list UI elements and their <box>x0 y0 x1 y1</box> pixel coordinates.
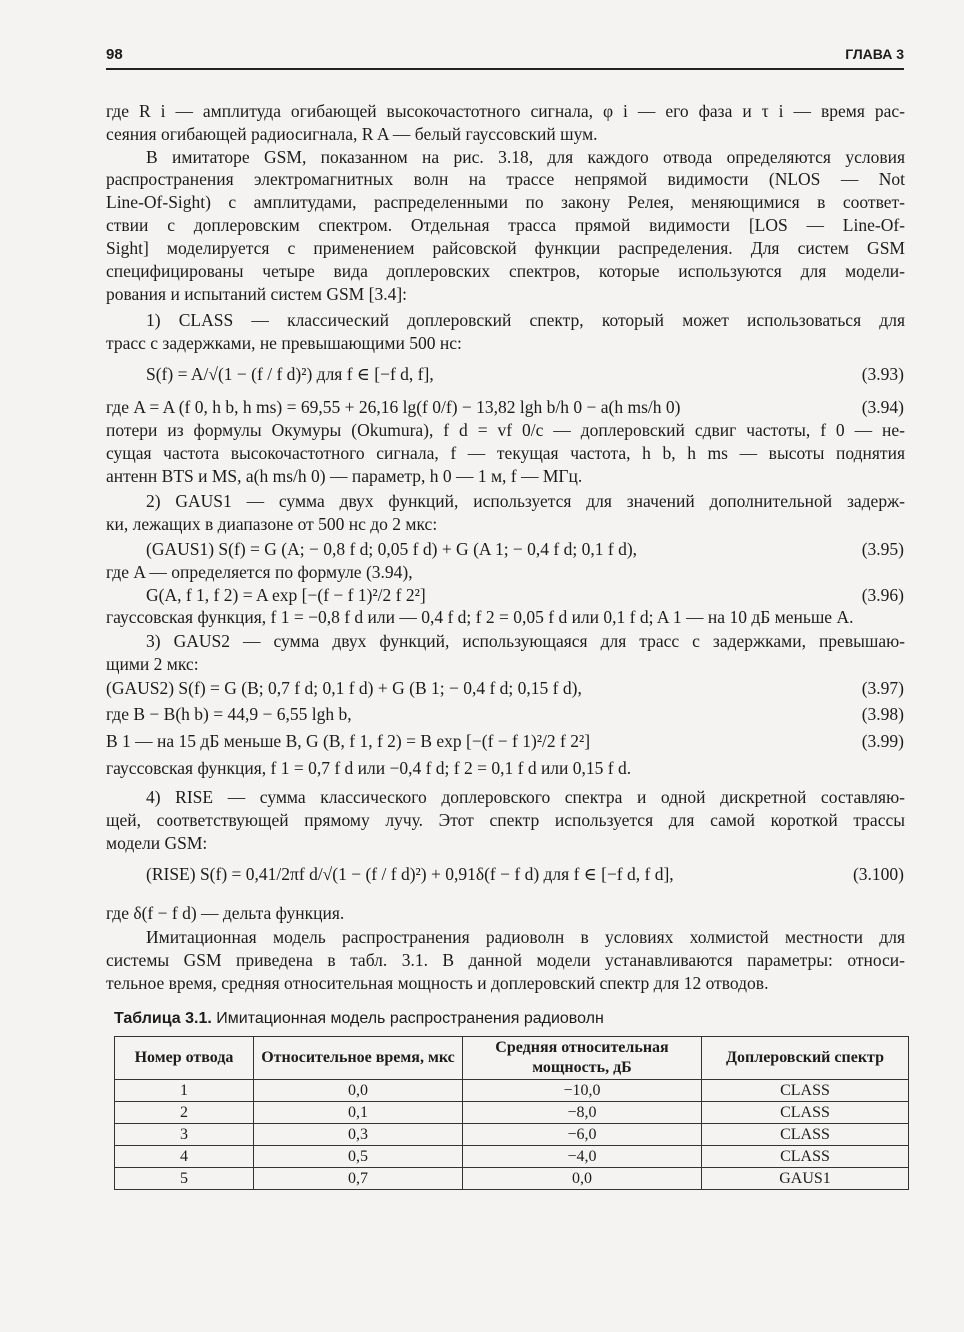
text-line: 3) GAUS2 — сумма двух функций, использующаяся для трасс с задержками, превышаю- <box>146 631 905 651</box>
text-line: щими 2 мкс: <box>106 654 199 674</box>
text-line: системы GSM приведена в табл. 3.1. В данной модели устанавливаются параметры: относи- <box>106 950 905 970</box>
equation-number: (3.95) <box>861 539 904 559</box>
text-line: Line-Of-Sight) с амплитудами, распределенными по закону Релея, меняющимися в соответ- <box>106 192 905 212</box>
table-cell: CLASS <box>702 1146 909 1168</box>
table-cell: 5 <box>115 1168 254 1190</box>
table-cell: 3 <box>115 1124 254 1146</box>
page-number: 98 <box>106 46 123 63</box>
table-caption-label: Таблица 3.1. <box>114 1010 212 1027</box>
equation: G(A, f 1, f 2) = A exp [−(f − f 1)²/2 f 2²] <box>146 585 426 605</box>
table-cell: 4 <box>115 1146 254 1168</box>
table-cell: 0,1 <box>254 1102 463 1124</box>
column-header: Относительное время, мкс <box>254 1037 463 1080</box>
equation: (RISE) S(f) = 0,41/2πf d/√(1 − (f / f d)²) + 0,91δ(f − f d) для f ∈ [−f d, f d], <box>146 864 674 884</box>
text-line: 2) GAUS1 — сумма двух функций, используется для значений дополнительной задерж- <box>146 491 905 511</box>
equation-number: (3.96) <box>861 585 904 605</box>
equation-number: (3.100) <box>852 864 904 884</box>
data-table <box>114 1036 909 1190</box>
table-caption-text: Имитационная модель распространения радиоволн <box>216 1010 604 1027</box>
table-caption <box>114 1010 604 1028</box>
table-cell: CLASS <box>702 1102 909 1124</box>
text-line: где δ(f − f d) — дельта функция. <box>106 903 345 923</box>
text-line: 4) RISE — сумма классического доплеровского спектра и одной дискретной составляю- <box>146 787 905 807</box>
table-header-row <box>115 1037 909 1080</box>
column-header: Средняя относительная мощность, дБ <box>463 1037 702 1080</box>
text-line: ки, лежащих в диапазоне от 500 нс до 2 мкс: <box>106 514 438 534</box>
text-line: антенн BTS и MS, a(h ms/h 0) — параметр, h 0 — 1 м, f — МГц. <box>106 466 583 486</box>
table-cell: 0,5 <box>254 1146 463 1168</box>
text-line: гауссовская функция, f 1 = 0,7 f d или −0,4 f d; f 2 = 0,1 f d или 0,15 f d. <box>106 758 632 778</box>
table-cell: GAUS1 <box>702 1168 909 1190</box>
header-rule <box>106 68 904 70</box>
text-line: где R i — амплитуда огибающей высокочастотного сигнала, φ i — его фаза и τ i — время рас- <box>106 101 905 121</box>
equation: S(f) = A/√(1 − (f / f d)²) для f ∈ [−f d, f], <box>146 364 434 384</box>
table-cell: 0,0 <box>463 1168 702 1190</box>
text-line: потери из формулы Окумуры (Okumura), f d = vf 0/c — доплеровский сдвиг частоты, f 0 — не- <box>106 420 905 440</box>
text-line: рования и испытаний систем GSM [3.4]: <box>106 284 408 304</box>
text-line: специфицированы четыре вида доплеровских спектров, которые используются для модели- <box>106 261 905 281</box>
table-row <box>115 1102 909 1124</box>
text-line: модели GSM: <box>106 833 208 853</box>
table-row <box>115 1124 909 1146</box>
column-header: Номер отвода <box>115 1037 254 1080</box>
table-cell: −10,0 <box>463 1080 702 1102</box>
table-cell: −8,0 <box>463 1102 702 1124</box>
table-row <box>115 1146 909 1168</box>
column-header: Доплеровский спектр <box>702 1037 909 1080</box>
equation: B 1 — на 15 дБ меньше B, G (B, f 1, f 2) = B exp [−(f − f 1)²/2 f 2²] <box>106 731 591 751</box>
equation-number: (3.94) <box>861 397 904 417</box>
text-line: 1) CLASS — классический доплеровский спектр, который может использоваться для <box>146 310 905 330</box>
equation: где B − B(h b) = 44,9 − 6,55 lgh b, <box>106 704 352 724</box>
text-line: распространения электромагнитных волн на трассе непрямой видимости (NLOS — Not <box>106 169 905 189</box>
text-line: гауссовская функция, f 1 = −0,8 f d или — 0,4 f d; f 2 = 0,05 f d или 0,1 f d; A 1 — на 10 дБ меньше A. <box>106 607 854 627</box>
text-line: где A — определяется по формуле (3.94), <box>106 562 413 582</box>
table-cell: 0,7 <box>254 1168 463 1190</box>
table-cell: 0,3 <box>254 1124 463 1146</box>
page-header <box>106 44 904 70</box>
table-cell: CLASS <box>702 1080 909 1102</box>
table-row <box>115 1168 909 1190</box>
table-cell: 0,0 <box>254 1080 463 1102</box>
table-cell: −6,0 <box>463 1124 702 1146</box>
equation-number: (3.99) <box>861 731 904 751</box>
chapter-title: ГЛАВА 3 <box>845 46 904 62</box>
table-row <box>115 1080 909 1102</box>
text-line: тельное время, средняя относительная мощность и доплеровский спектр для 12 отводов. <box>106 973 769 993</box>
equation-number: (3.93) <box>861 364 904 384</box>
text-line: Sight] моделируется с применением райсовской функции распределения. Для систем GSM <box>106 238 905 258</box>
text-line: щей, соответствующей прямому лучу. Этот спектр используется для самой короткой трассы <box>106 810 905 830</box>
text-line: сеяния огибающей радиосигнала, R A — белый гауссовский шум. <box>106 124 598 144</box>
text-line: В имитаторе GSM, показанном на рис. 3.18, для каждого отвода определяются условия <box>146 147 905 167</box>
table-cell: CLASS <box>702 1124 909 1146</box>
text-line: сущая частота высокочастотного сигнала, f — текущая частота, h b, h ms — высоты поднятия <box>106 443 905 463</box>
equation: где A = A (f 0, h b, h ms) = 69,55 + 26,16 lg(f 0/f) − 13,82 lgh b/h 0 − a(h ms/h 0) <box>106 397 681 417</box>
equation: (GAUS1) S(f) = G (A; − 0,8 f d; 0,05 f d) + G (A 1; − 0,4 f d; 0,1 f d), <box>146 539 638 559</box>
text-line: ствии с доплеровским спектром. Отдельная трасса прямой видимости [LOS — Line-Of- <box>106 215 905 235</box>
table-cell: −4,0 <box>463 1146 702 1168</box>
text-line: трасс с задержками, не превышающими 500 нс: <box>106 333 462 353</box>
table-cell: 2 <box>115 1102 254 1124</box>
equation: (GAUS2) S(f) = G (B; 0,7 f d; 0,1 f d) + G (B 1; − 0,4 f d; 0,15 f d), <box>106 678 582 698</box>
equation-number: (3.97) <box>861 678 904 698</box>
table-cell: 1 <box>115 1080 254 1102</box>
equation-number: (3.98) <box>861 704 904 724</box>
text-line: Имитационная модель распространения радиоволн в условиях холмистой местности для <box>146 927 905 947</box>
